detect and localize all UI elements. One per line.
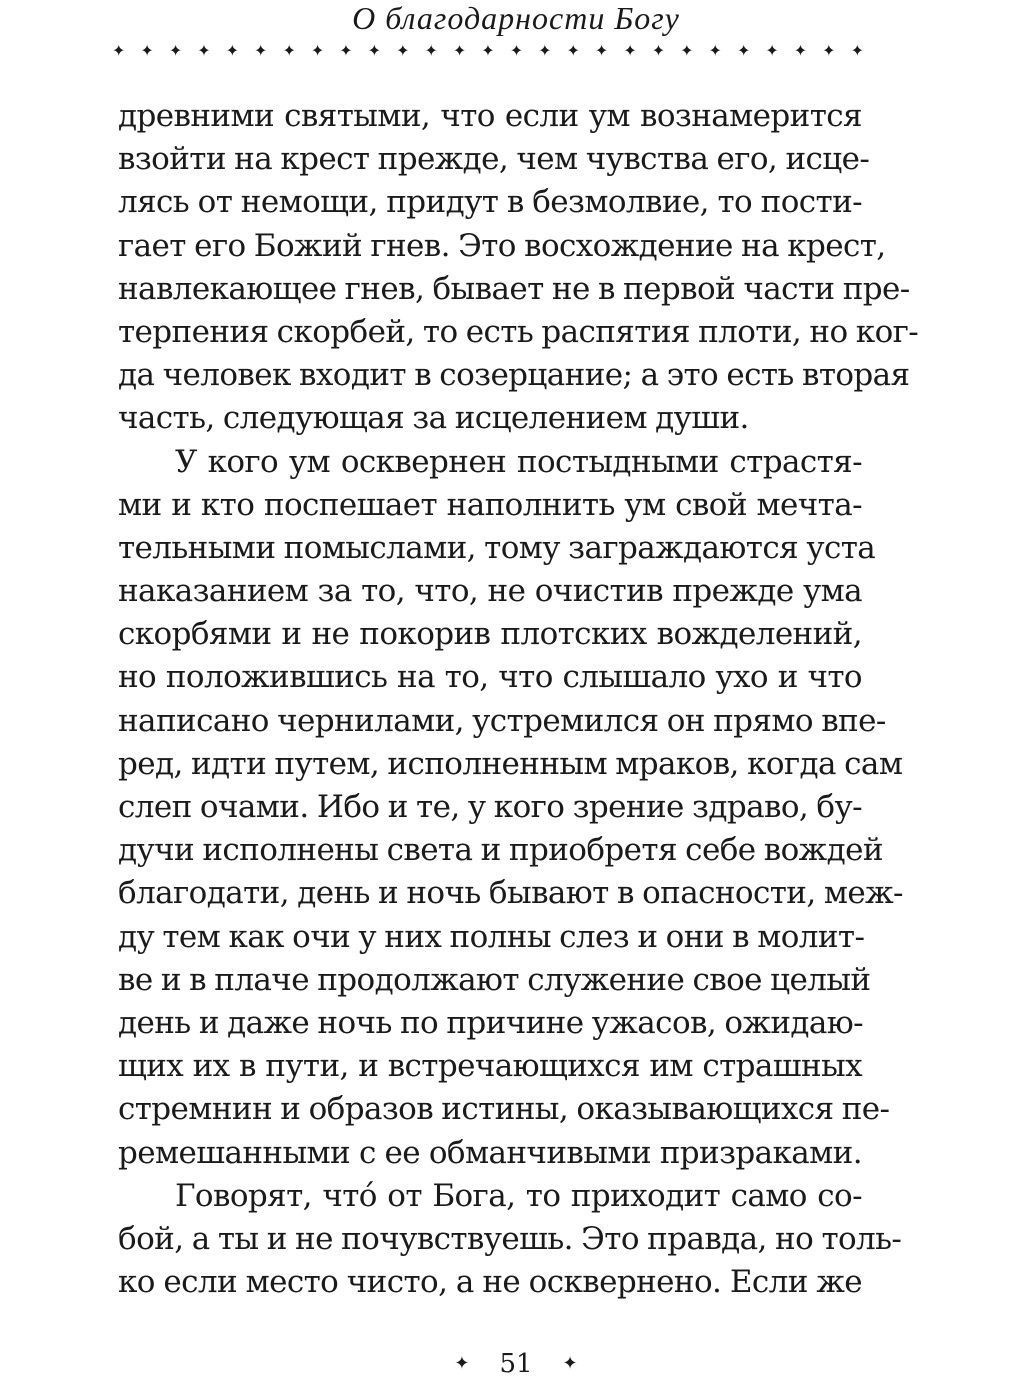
ornament-divider <box>112 40 864 62</box>
text-line: часть, следующая за исцелением души. <box>118 400 749 437</box>
ornament-diamond-icon: ✦ <box>452 41 467 60</box>
text-line: слеп очами. Ибо и те, у кого зрение здраво, бу- <box>118 789 862 825</box>
ornament-diamond-icon: ✦ <box>197 41 211 60</box>
ornament-diamond-icon: ✦ <box>793 41 808 60</box>
text-line: но положившись на то, что слышало ухо и что <box>118 659 862 696</box>
running-head-title: О благодарности Богу <box>352 0 680 36</box>
text-line-paragraph-start: У кого ум осквернен постыдными страстя- <box>175 443 862 480</box>
ornament-diamond-icon: ✦ <box>850 41 864 60</box>
text-line: ред, идти путем, исполненным мраков, когда сам <box>118 745 903 782</box>
ornament-diamond-icon: ✦ <box>651 41 666 60</box>
text-line: древними святыми, что если ум вознамерится <box>118 98 862 134</box>
text-line: наказанием за то, что, не очистив прежде ума <box>118 573 862 610</box>
ornament-diamond-icon: ✦ <box>310 41 325 60</box>
text-line: тельными помыслами, тому заграждаются уста <box>118 529 876 566</box>
folio-ornament-left-icon: ✦ <box>454 1353 470 1374</box>
ornament-diamond-icon: ✦ <box>282 41 296 60</box>
ornament-diamond-icon: ✦ <box>623 41 637 60</box>
ornament-diamond-icon: ✦ <box>254 41 268 60</box>
ornament-diamond-icon: ✦ <box>339 41 353 60</box>
text-line: ми и кто поспешает наполнить ум свой мечта- <box>118 486 862 523</box>
text-line: терпения скорбей, то есть распятия плоти, но ког- <box>118 313 919 350</box>
ornament-diamond-icon: ✦ <box>708 41 722 60</box>
ornament-diamond-icon: ✦ <box>736 41 751 60</box>
text-line: день и даже ночь по причине ужасов, ожидаю- <box>118 1004 864 1041</box>
text-line: написано чернилами, устремился он прямо впе- <box>118 702 886 739</box>
text-line: навлекающее гнев, бывает не в первой части пре- <box>118 270 910 307</box>
ornament-diamond-icon: ✦ <box>396 41 410 60</box>
page-number: 51 <box>499 1349 533 1379</box>
page-footer <box>0 1350 1032 1378</box>
text-line: взойти на крест прежде, чем чувства его, исце- <box>118 141 870 178</box>
ornament-diamond-icon: ✦ <box>566 41 580 60</box>
text-line: лясь от немощи, придут в безмолвие, то пости- <box>118 184 862 221</box>
ornament-diamond-icon: ✦ <box>822 41 836 60</box>
ornament-diamond-icon: ✦ <box>424 41 438 60</box>
ornament-diamond-icon: ✦ <box>481 41 495 60</box>
body-text <box>118 95 919 1304</box>
ornament-diamond-icon: ✦ <box>225 41 240 60</box>
text-line: ко если место чисто, а не осквернено. Если же <box>118 1264 862 1301</box>
ornament-diamond-icon: ✦ <box>765 41 779 60</box>
ornament-diamond-icon: ✦ <box>538 41 552 60</box>
folio-ornament-right-icon: ✦ <box>562 1353 578 1374</box>
text-line: дучи исполнены света и приобретя себе вождей <box>118 832 883 869</box>
ornament-diamond-icon: ✦ <box>594 41 609 60</box>
text-line: да человек входит в созерцание; а это есть вторая <box>118 357 910 394</box>
text-line: ве и в плаче продолжают служение свое целый <box>118 961 871 998</box>
ornament-diamond-icon: ✦ <box>680 41 694 60</box>
text-line: бой, а ты и не почувствуешь. Это правда, но толь- <box>118 1220 902 1257</box>
text-line: ду тем как очи у них полны слез и они в молит- <box>118 918 865 955</box>
ornament-diamond-icon: ✦ <box>367 41 382 60</box>
text-line: ремешанными с ее обманчивыми призраками. <box>118 1134 862 1171</box>
ornament-diamond-icon: ✦ <box>509 41 524 60</box>
text-line-paragraph-start: Говорят, что́ от Бога, то приходит само со- <box>175 1177 862 1214</box>
ornament-diamond-icon: ✦ <box>140 41 154 60</box>
text-line: скорбями и не покорив плотских вожделений, <box>118 616 862 653</box>
text-line: стремнин и образов истины, оказывающихся пе- <box>118 1091 890 1128</box>
text-line: гает его Божий гнев. Это восхождение на крест, <box>118 227 886 264</box>
ornament-diamond-icon: ✦ <box>112 41 126 60</box>
ornament-diamond-icon: ✦ <box>168 41 183 60</box>
text-line: благодати, день и ночь бывают в опасности, меж- <box>118 875 903 912</box>
text-line: щих их в пути, и встречающихся им страшных <box>118 1048 862 1085</box>
